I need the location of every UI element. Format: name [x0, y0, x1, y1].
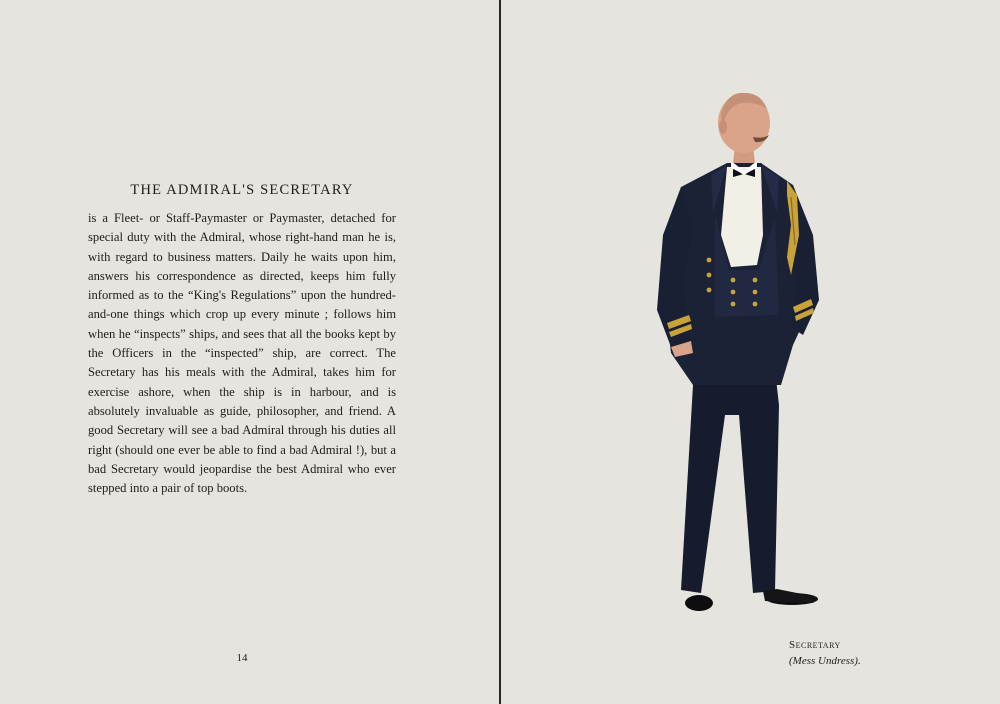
page-number: 14: [236, 652, 248, 664]
naval-officer-illustration: [641, 85, 831, 620]
body-paragraph: is a Fleet- or Staff-Paymaster or Paymaster, detached for special duty with the Admiral, whose right-hand man he is, with regard to business matters. Daily he waits upon him, answers his correspondence as directed, keeps him fully informed as to the “King's Regulations” upon the hundred-and-one things which crop up every minute ; follows him when he “inspects” ships, and sees that all the books kept by the Officers in the “inspected” ship, are correct. The Secretary has his meals with the Admiral, takes him for exercise ashore, when the ship is in harbour, and is absolutely invaluable as guide, philosopher, and friend. A good Secretary will see a bad Admiral through his duties all right (should one ever be able to find a bad Admiral !), but a bad Secretary would jeopardise the best Admiral who ever stepped into a pair of top boots.: [88, 211, 396, 496]
illustration-caption: [789, 637, 909, 669]
page-heading: THE ADMIRAL'S SECRETARY: [130, 182, 354, 198]
caption-subtitle: (Mess Undress).: [789, 655, 861, 667]
right-page: [501, 0, 1000, 704]
caption-title: Secretary: [789, 639, 841, 651]
left-page: [0, 0, 499, 704]
